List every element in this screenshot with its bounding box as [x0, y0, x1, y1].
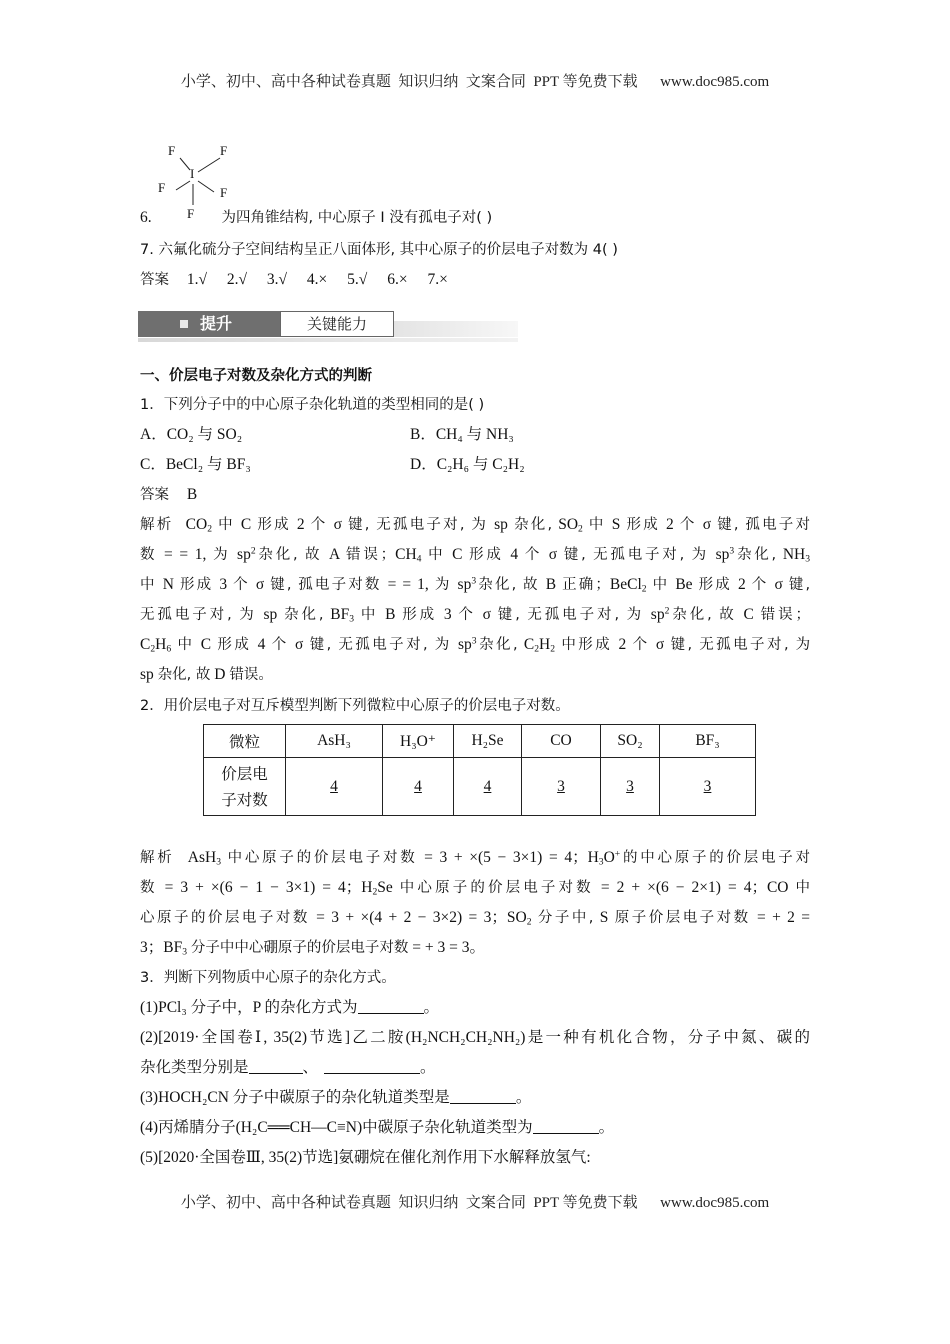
option-a: A．CO₂ 与 SO₂: [140, 426, 243, 443]
question-text: 为四角锥结构, 中心原子 I 没有孤电子对( ): [221, 210, 493, 226]
table-row: [204, 725, 756, 758]
answer-key: [140, 270, 448, 290]
table-cell-species: AsH₃: [286, 725, 383, 758]
section-heading: 一、价层电子对数及杂化方式的判断: [140, 368, 372, 384]
table-cell-value: 4: [454, 758, 522, 816]
analysis-q1-line-1: 解析 $CO_2$ 中 C 形成 2 个 σ 键, 无孤电子对, 为 sp 杂化, $SO_2$ 中 S 形成 2 个 σ 键, 孤电子对: [140, 516, 811, 535]
option-b: B．CH₄ 与 NH₃: [410, 426, 514, 443]
answer-blank[interactable]: [450, 1089, 516, 1104]
table-cell-value: 3: [601, 758, 660, 816]
analysis-label: 解析: [140, 850, 175, 866]
table-cell-value: 4: [383, 758, 454, 816]
answer-value: B: [186, 486, 198, 503]
table-cell-species: H₃O⁺: [383, 725, 454, 758]
part-text: 杂化类型分别是: [140, 1059, 249, 1076]
question-7: 7. 六氟化硫分子空间结构呈正八面体形, 其中心原子的价层电子对数为 4( ): [140, 242, 618, 258]
answer-7: 7.×: [427, 271, 448, 288]
analysis-q1-line-4: 无孤电子对, 为 sp 杂化, $BF_3$ 中 B 形成 3 个 σ 键, 无孤电子对, 为 $sp^2$杂化, 故 C 错误；: [140, 605, 810, 625]
analysis-q2-line-3: 心原子的价层电子对数 = 3 + ×(4 + 2 − 3×2) = 3；$SO_2$ 分子中, S 原子价层电子对数 = + 2 =: [140, 909, 811, 928]
banner-fade: [394, 321, 518, 337]
answer-blank[interactable]: [249, 1059, 303, 1074]
section-banner: [138, 311, 518, 341]
banner-tag-label: 提升: [200, 314, 233, 333]
banner-title: 关键能力: [280, 311, 394, 337]
question-3-stem: 3．判断下列物质中心原子的杂化方式。: [140, 970, 396, 986]
question-3-part-2b: 杂化类型分别是 、 。: [140, 1059, 436, 1076]
answer-3: 3.√: [266, 271, 288, 288]
page-header: 小学、初中、高中各种试卷真题 知识归纳 文案合同 PPT 等免费下载 www.doc985.com: [180, 74, 770, 90]
atom-f: F: [158, 180, 166, 195]
table-row: [204, 758, 756, 816]
question-6: [140, 208, 492, 228]
question-1-stem: 1．下列分子中的中心原子杂化轨道的类型相同的是( ): [140, 397, 485, 413]
question-3-part-5: (5)[2020·全国卷Ⅲ, 35(2)节选]氨硼烷在催化剂作用下水解释放氢气:: [140, 1149, 591, 1166]
analysis-q1-line-2: 数 = = 1, 为 $sp^2$杂化, 故 A 错误；$CH_4$ 中 C 形成 4 个 σ 键, 无孤电子对, 为 $sp^3$杂化, $NH_3$: [140, 545, 811, 565]
answer-2: 2.√: [226, 271, 248, 288]
answer-blank[interactable]: [358, 999, 424, 1014]
question-3-part-3: (3)HOCH₂CN 分子中碳原子的杂化轨道类型是 。: [140, 1089, 532, 1106]
part-text: (4)丙烯腈分子(H₂C══CH—C≡N)中碳原子杂化轨道类型为: [140, 1119, 533, 1136]
table-cell-species: H₂Se: [454, 725, 522, 758]
answer-blank[interactable]: [324, 1059, 420, 1074]
atom-f: F: [187, 206, 195, 221]
page-footer: 小学、初中、高中各种试卷真题 知识归纳 文案合同 PPT 等免费下载 www.doc985.com: [180, 1195, 770, 1211]
analysis-q1-line-6: sp 杂化, 故 D 错误。: [140, 666, 273, 683]
square-bullet-icon: [180, 320, 188, 328]
option-c: C．BeCl₂ 与 BF₃: [140, 456, 251, 473]
answer-label: 答案: [140, 487, 169, 503]
question-1-answer: [140, 485, 197, 505]
atom-i: I: [190, 166, 195, 181]
answer-4: 4.×: [306, 271, 328, 288]
banner-shadow: [138, 338, 518, 342]
row-header-part: 价层电: [221, 764, 268, 783]
table-cell-species: BF₃: [660, 725, 756, 758]
question-3-part-1: (1)PCl₃ 分子中，P 的杂化方式为 。: [140, 999, 440, 1016]
atom-f: F: [168, 143, 176, 158]
answer-5: 5.√: [347, 271, 368, 288]
answer-label: 答案: [140, 272, 169, 288]
table-cell-species: CO: [522, 725, 601, 758]
answer-1: 1.√: [186, 271, 208, 288]
question-3-part-4: (4)丙烯腈分子(H₂C══CH—C≡N)中碳原子杂化轨道类型为 。: [140, 1119, 615, 1136]
part-text: (3)HOCH₂CN 分子中碳原子的杂化轨道类型是: [140, 1089, 450, 1106]
table-cell-species: SO₂: [601, 725, 660, 758]
analysis-label: 解析: [140, 517, 174, 533]
table-row-header: 微粒: [204, 725, 286, 758]
table-cell-value: 3: [660, 758, 756, 816]
row-header-part: 子对数: [221, 790, 268, 809]
valence-pair-table: [203, 724, 756, 816]
table-cell-value: 4: [286, 758, 383, 816]
atom-f: F: [220, 143, 228, 158]
table-cell-value: 3: [522, 758, 601, 816]
option-d: D．C₂H₆ 与 C₂H₂: [410, 456, 525, 473]
analysis-q1-line-3: 中 N 形成 3 个 σ 键, 孤电子对数 = = 1, 为 $sp^3$杂化, 故 B 正确；BeCl$_2$ 中 Be 形成 2 个 σ 键,: [140, 575, 811, 595]
question-3-part-2a: (2)[2019·全国卷Ⅰ, 35(2)节选]乙二胺(H₂NCH₂CH₂NH₂)是一种有机化合物，分子中氮、碳的: [140, 1029, 810, 1046]
question-number: 6.: [140, 209, 152, 226]
analysis-q1-line-5: $C_2H_6$ 中 C 形成 4 个 σ 键, 无孤电子对, 为 $sp^3$杂化, $C_2H_2$ 中形成 2 个 σ 键, 无孤电子对, 为: [140, 635, 811, 655]
banner-tag: [138, 311, 280, 337]
question-2-stem: 2．用价层电子对互斥模型判断下列微粒中心原子的价层电子对数。: [140, 698, 570, 714]
analysis-q2-line-2: 数 = 3 + ×(6 − 1 − 3×1) = 4；$H_2Se$ 中心原子的价层电子对数 = 2 + ×(6 − 2×1) = 4；CO 中: [140, 879, 811, 898]
table-row-header: [204, 758, 286, 816]
answer-6: 6.×: [387, 271, 408, 288]
atom-f: F: [220, 185, 228, 200]
answer-blank[interactable]: [533, 1119, 599, 1134]
analysis-q2-line-1: 解析 AsH$_3$ 中心原子的价层电子对数 = 3 + ×(5 − 3×1) = 4；$H_3O^+$的中心原子的价层电子对: [140, 848, 811, 868]
analysis-q2-line-4: 3；$BF_3$ 分子中中心硼原子的价层电子对数 = + 3 = 3。: [140, 939, 485, 958]
part-text: (1)PCl₃ 分子中，P 的杂化方式为: [140, 999, 358, 1016]
